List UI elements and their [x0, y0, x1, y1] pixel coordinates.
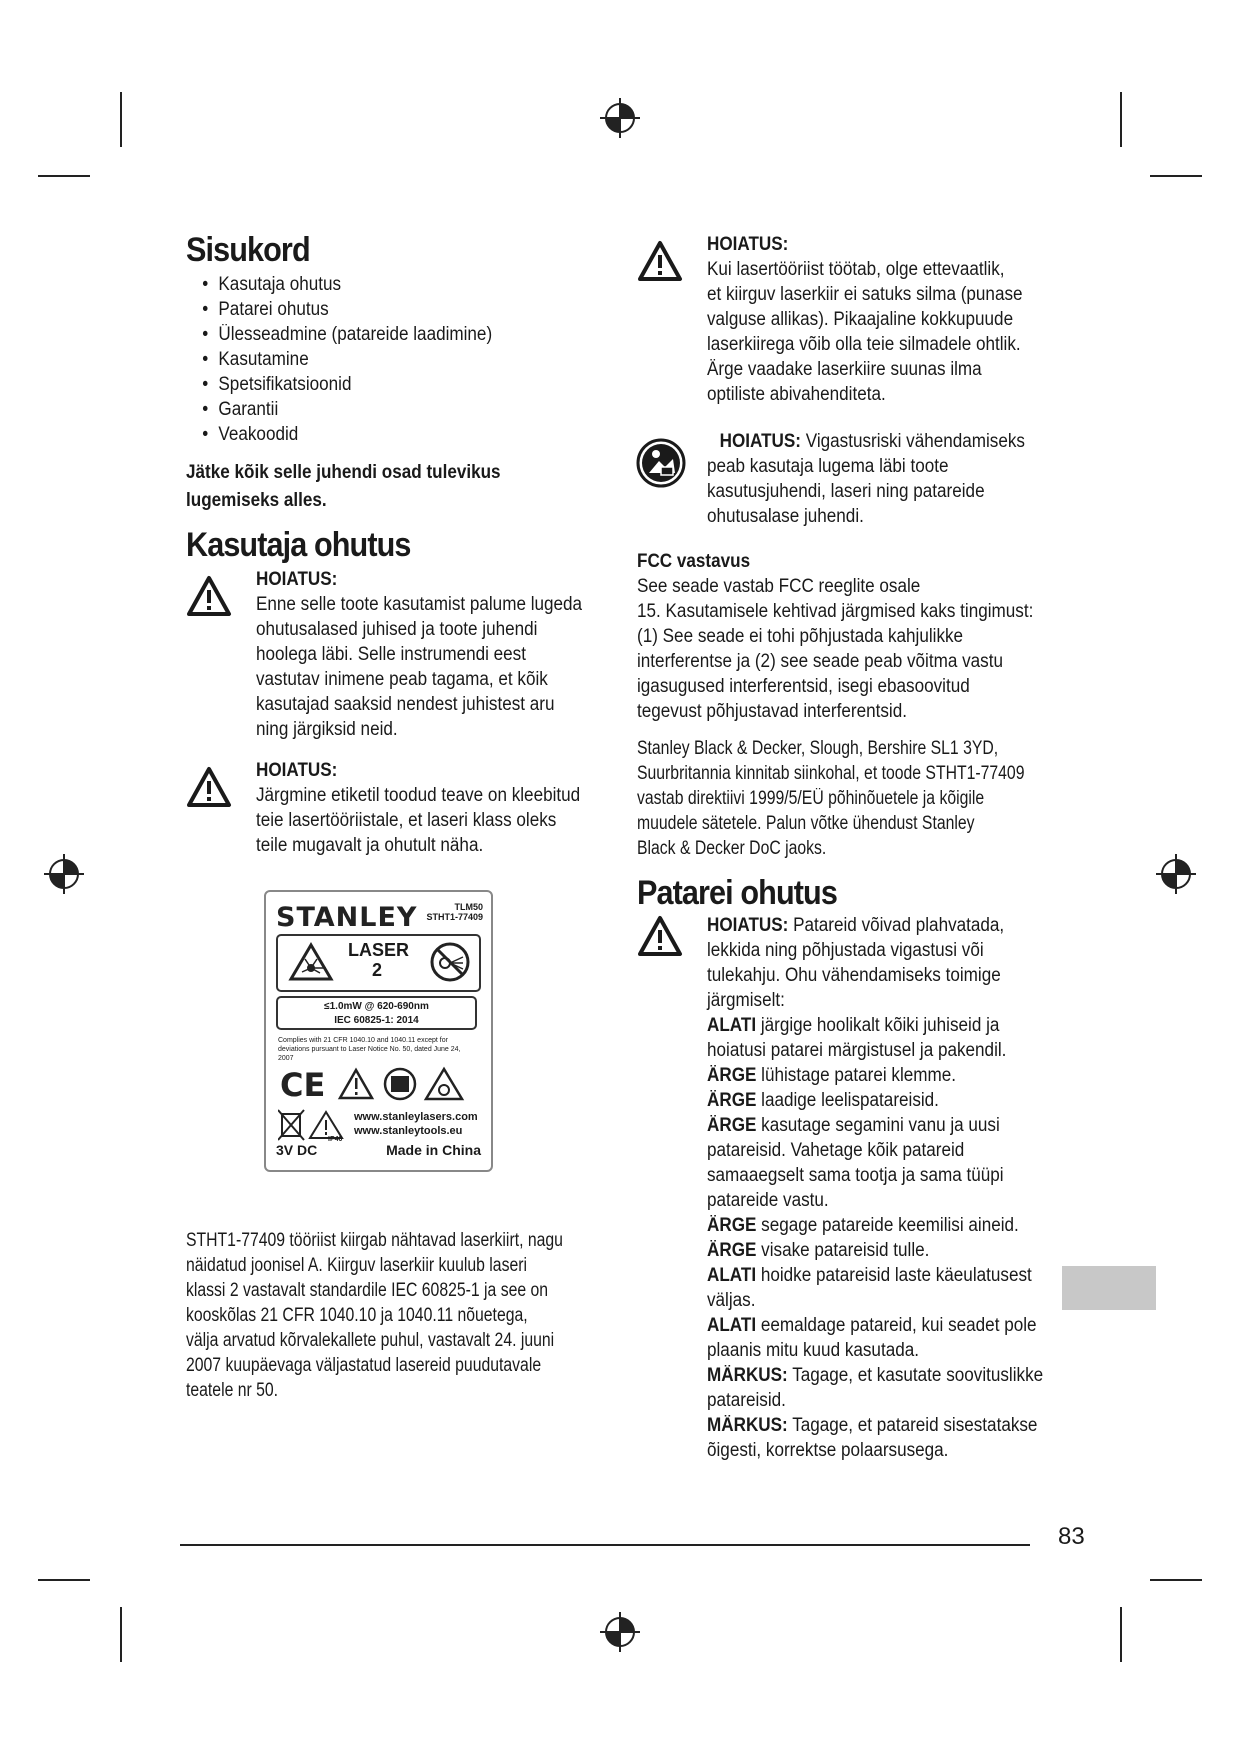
- laser-description: [186, 1228, 616, 1403]
- right-column: [637, 226, 1077, 1463]
- battery-rule-line: [707, 1188, 1040, 1213]
- warning-line: valguse allikas). Pikaajaline kokkupuude: [707, 309, 1014, 330]
- crop-mark: [1120, 1607, 1122, 1662]
- warning-line: kasutajad saaksid nendest juhistest aru: [256, 694, 555, 715]
- toc-item[interactable]: • Garantii: [204, 397, 575, 422]
- toc-title: Sisukord: [186, 231, 310, 269]
- warning-label: HOIATUS:: [707, 234, 789, 255]
- registration-mark-icon: [1154, 852, 1198, 896]
- battery-rule-text: kasutage segamini vanu ja uusi: [756, 1115, 1000, 1136]
- doc-line: muudele sätetele. Palun võtke ühendust Stanley: [637, 813, 975, 834]
- warning-label: HOIATUS:: [719, 431, 801, 452]
- laser-label-figure: [264, 890, 493, 1172]
- warning-line: Kui lasertööriist töötab, olge ettevaatlik,: [707, 259, 1005, 280]
- fcc-line: 15. Kasutamisele kehtivad järgmised kaks tingimust:: [637, 601, 1034, 622]
- battery-rule-text: Tagage, et patareid sisestatakse: [787, 1415, 1038, 1436]
- label-spec: [276, 996, 477, 1030]
- registration-mark-icon: [598, 1610, 642, 1654]
- ce-mark-icon: CE: [280, 1066, 326, 1104]
- warning-line: teie lasertööriistale, et laseri klass oleks: [256, 810, 557, 831]
- fcc-section: [637, 549, 1077, 724]
- warning-block: [186, 567, 616, 742]
- label-url: www.stanleytools.eu: [354, 1125, 463, 1137]
- warning-block: [637, 429, 1077, 529]
- battery-rule-line: [707, 1013, 1040, 1038]
- warning-line: Enne selle toote kasutamist palume lugeda: [256, 594, 583, 615]
- label-voltage: 3V DC: [276, 1142, 318, 1158]
- battery-rule-text: patareisid. Vahetage kõik patareid: [707, 1140, 965, 1161]
- warning-triangle-icon: [637, 240, 683, 282]
- label-brand: STANLEY: [276, 902, 418, 933]
- left-column: [186, 226, 616, 858]
- description-line: teatele nr 50.: [186, 1380, 279, 1401]
- label-url: www.stanleylasers.com: [354, 1111, 478, 1123]
- crop-mark: [1150, 1579, 1202, 1581]
- battery-rule-text: hoidke patareisid laste käeulatusest: [756, 1265, 1032, 1286]
- battery-rule-keyword: ALATI: [707, 1265, 757, 1286]
- warning-line: ning järgiksid neid.: [256, 719, 398, 740]
- warning-line: ohutusalased juhised ja toote juhendi: [256, 619, 538, 640]
- battery-rule-line: [707, 1288, 1040, 1313]
- fcc-line: igasugused interferentsid, isegi ebasoovitud: [637, 676, 970, 697]
- description-line: näidatud joonisel A. Kiirguv laserkiir kuulub laseri: [186, 1255, 528, 1276]
- battery-rule-line: [707, 1313, 1040, 1338]
- battery-rule-line: [707, 1088, 1040, 1113]
- warning-triangle-icon: [186, 766, 232, 808]
- battery-rule-line: [707, 1413, 1040, 1438]
- toc-item[interactable]: • Patarei ohutus: [204, 297, 575, 322]
- warning-first-line: [707, 429, 1040, 454]
- battery-rule-line: [707, 1213, 1040, 1238]
- battery-rule-keyword: ÄRGE: [707, 1065, 757, 1086]
- warning-block: [186, 758, 616, 858]
- label-laser-class-number: 2: [371, 960, 382, 980]
- fcc-line: (1) See seade ei tohi põhjustada kahjulikke: [637, 626, 964, 647]
- laser-hazard-icon: [288, 942, 334, 982]
- warning-line: laserkiirega võib olla teie silmadele ohtlik.: [707, 334, 1021, 355]
- battery-rule-text: segage patareide keemilisi aineid.: [756, 1215, 1019, 1236]
- label-laser-word: LASER: [348, 940, 410, 960]
- toc-item[interactable]: • Kasutamine: [204, 347, 575, 372]
- warning-triangle-icon: [637, 915, 683, 957]
- toc-item[interactable]: • Spetsifikatsioonid: [204, 372, 575, 397]
- read-manual-icon: [635, 437, 687, 489]
- warning-label: HOIATUS:: [707, 915, 789, 936]
- fcc-line: See seade vastab FCC reeglite osale: [637, 576, 921, 597]
- battery-rule-text: järgige hoolikalt kõiki juhiseid ja: [756, 1015, 1000, 1036]
- fcc-line: tegevust põhjustavad interferentsid.: [637, 701, 907, 722]
- warning-line: järgmiselt:: [707, 990, 785, 1011]
- user-safety-title: Kasutaja ohutus: [186, 526, 411, 564]
- battery-rule-text: plaanis mitu kuud kasutada.: [707, 1340, 919, 1361]
- warning-label: HOIATUS:: [256, 569, 338, 590]
- keep-note-line: lugemiseks alles.: [186, 490, 327, 511]
- label-spec-line: ≤1.0mW @ 620-690nm: [324, 1001, 429, 1012]
- fcc-title: FCC vastavus: [637, 551, 751, 572]
- warning-block: [637, 232, 1077, 407]
- warning-line: Patareid võivad plahvatada,: [788, 915, 1005, 936]
- label-model-line: TLM50: [454, 902, 483, 912]
- battery-rule-keyword: ÄRGE: [707, 1090, 757, 1111]
- battery-rule-line: [707, 1163, 1040, 1188]
- crop-mark: [38, 1579, 90, 1581]
- doc-line: Suurbritannia kinnitab siinkohal, et toode STHT1-77409: [637, 763, 1025, 784]
- warning-line: vastutav inimene peab tagama, et kõik: [256, 669, 548, 690]
- description-line: klassi 2 vastavalt standardile IEC 60825-1 ja see on: [186, 1280, 549, 1301]
- warning-first-line: [707, 913, 1040, 938]
- warning-line: et kiirguv laserkiir ei satuks silma (punase: [707, 284, 1023, 305]
- crop-mark: [38, 175, 90, 177]
- battery-rule-line: [707, 1388, 1040, 1413]
- battery-rule-line: [707, 1238, 1040, 1263]
- battery-rule-text: patareide vastu.: [707, 1190, 829, 1211]
- battery-rule-text: hoiatusi patarei märgistusel ja pakendil.: [707, 1040, 1007, 1061]
- warning-line: ohutusalase juhendi.: [707, 506, 864, 527]
- no-stare-icon: [429, 941, 471, 983]
- footer-rule: [180, 1544, 1030, 1546]
- battery-rule-keyword: ALATI: [707, 1315, 757, 1336]
- warning-label: HOIATUS:: [256, 760, 338, 781]
- description-line: 2007 kuupäevaga väljastatud lasereid puudutavale: [186, 1355, 542, 1376]
- battery-rule-text: samaaegselt sama tootja ja sama tüüpi: [707, 1165, 1004, 1186]
- page-number: 83: [1058, 1523, 1085, 1550]
- section-tab: [1062, 1266, 1156, 1310]
- toc-item[interactable]: • Ülesseadmine (patareide laadimine): [204, 322, 575, 347]
- battery-rule-line: [707, 1363, 1044, 1388]
- warning-line: peab kasutaja lugema läbi toote: [707, 456, 949, 477]
- toc-item[interactable]: • Veakoodid: [204, 422, 575, 447]
- battery-rule-text: Tagage, et kasutate soovituslikke: [787, 1365, 1044, 1386]
- description-line: STHT1-77409 tööriist kiirgab nähtavad laserkiirt, nagu: [186, 1230, 563, 1251]
- battery-rule-line: [707, 1113, 1040, 1138]
- warning-triangle-icon: [186, 575, 232, 617]
- battery-rule-text: patareisid.: [707, 1390, 786, 1411]
- warning-line: kasutusjuhendi, laseri ning patareide: [707, 481, 985, 502]
- battery-rule-keyword: ÄRGE: [707, 1240, 757, 1261]
- battery-rule-text: laadige leelispatareisid.: [756, 1090, 939, 1111]
- battery-rule-keyword: MÄRKUS:: [707, 1365, 788, 1386]
- crop-mark: [120, 1607, 122, 1662]
- warning-line: Ärge vaadake laserkiire suunas ilma: [707, 359, 982, 380]
- battery-rule-line: [707, 1263, 1040, 1288]
- battery-rule-line: [707, 1138, 1040, 1163]
- registration-mark-icon: [42, 852, 86, 896]
- label-model-line: STHT1-77409: [426, 912, 483, 922]
- warning-block: [637, 913, 1077, 1463]
- keep-note-line: Jätke kõik selle juhendi osad tulevikus: [186, 462, 501, 483]
- battery-rule-keyword: MÄRKUS:: [707, 1415, 788, 1436]
- fcc-line: interferentse ja (2) see seade peab võitma vastu: [637, 651, 1003, 672]
- warning-line: Vigastusriski vähendamiseks: [800, 431, 1025, 452]
- battery-rule-keyword: ALATI: [707, 1015, 757, 1036]
- keep-note: [186, 459, 616, 515]
- warning-line: lekkida ning põhjustada vigastusi või: [707, 940, 984, 961]
- warning-line: optiliste abivahenditeta.: [707, 384, 886, 405]
- description-line: välja arvatud kõrvalekallete puhul, vastavalt 24. juuni: [186, 1330, 555, 1351]
- label-spec-line: IEC 60825-1: 2014: [334, 1015, 419, 1026]
- crop-mark: [1150, 175, 1202, 177]
- label-model: [426, 902, 483, 922]
- label-ip-rating: IP40: [328, 1136, 343, 1143]
- battery-rule-text: visake patareisid tulle.: [756, 1240, 930, 1261]
- warning-line: teile mugavalt ja ohutult näha.: [256, 835, 484, 856]
- doc-line: vastab direktiivi 1999/5/EÜ põhinõuetele ja kõigile: [637, 788, 985, 809]
- battery-rule-text: eemaldage patareid, kui seadet pole: [756, 1315, 1037, 1336]
- warning-line: Järgmine etiketil toodud teave on kleebitud: [256, 785, 581, 806]
- battery-rule-keyword: ÄRGE: [707, 1115, 757, 1136]
- battery-rule-text: õigesti, korrektse polaarsusega.: [707, 1440, 949, 1461]
- battery-rule-line: [707, 1063, 1040, 1088]
- crop-mark: [120, 92, 122, 147]
- label-made-in: Made in China: [386, 1142, 481, 1158]
- label-compliance-text: Complies with 21 CFR 1040.10 and 1040.11 except for deviations pursuant to Laser Notice No. 50, dated June 24, 2007: [278, 1037, 461, 1062]
- registration-mark-icon: [598, 96, 642, 140]
- toc-list: [186, 272, 616, 447]
- battery-rule-line: [707, 1438, 1040, 1463]
- doc-line: Black & Decker DoC jaoks.: [637, 838, 827, 859]
- battery-rule-text: väljas.: [707, 1290, 756, 1311]
- certification-marks: [278, 1064, 478, 1104]
- battery-rule-text: lühistage patarei klemme.: [756, 1065, 957, 1086]
- toc-item[interactable]: • Kasutaja ohutus: [204, 272, 575, 297]
- doc-section: [637, 736, 1077, 861]
- description-line: kooskõlas 21 CFR 1040.10 ja 1040.11 nõuetega,: [186, 1305, 528, 1326]
- battery-safety-title: Patarei ohutus: [637, 874, 837, 912]
- warning-line: hoolega läbi. Selle instrumendi eest: [256, 644, 526, 665]
- doc-line: Stanley Black & Decker, Slough, Bershire SL1 3YD,: [637, 738, 999, 759]
- warning-line: tulekahju. Ohu vähendamiseks toimige: [707, 965, 1001, 986]
- battery-rule-keyword: ÄRGE: [707, 1215, 757, 1236]
- battery-rule-line: [707, 1038, 1040, 1063]
- crop-mark: [1120, 92, 1122, 147]
- label-laser-class: [276, 934, 481, 992]
- battery-rule-line: [707, 1338, 1040, 1363]
- label-urls: [354, 1110, 478, 1138]
